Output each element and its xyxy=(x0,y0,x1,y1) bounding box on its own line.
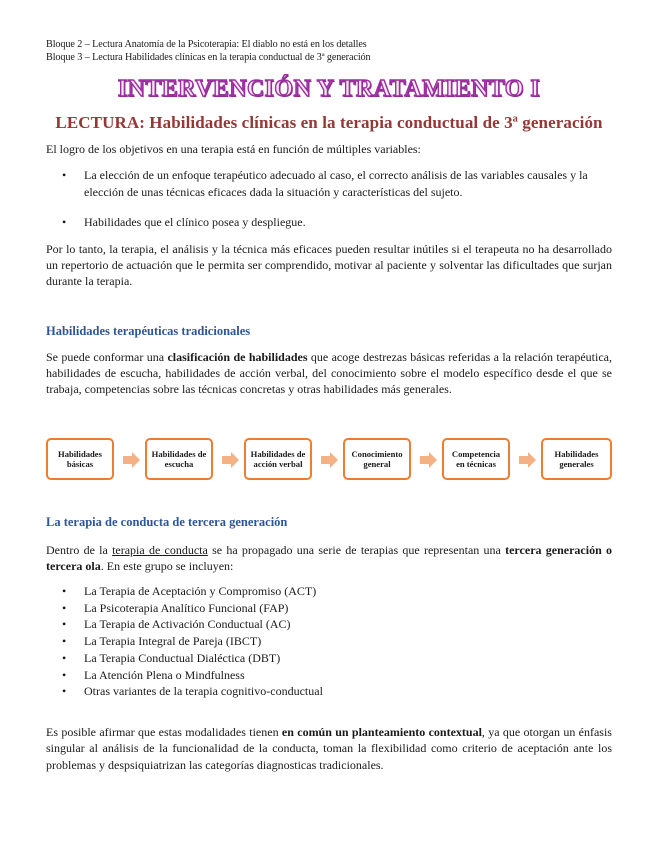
therefore-paragraph: Por lo tanto, la terapia, el análisis y la técnica más eficaces pueden resultar inútiles si el terapeuta no ha desarrollado un repertorio de actuación que le permita ser comprendido, motivar al paciente y solventar las dificultades que surjan durante la terapia. xyxy=(46,241,612,289)
list-item: • Habilidades que el clínico posea y despliegue. xyxy=(46,214,612,231)
flow-box: Habilidades de acción verbal xyxy=(244,438,312,480)
list-item: • La Terapia Integral de Pareja (IBCT) xyxy=(46,633,612,650)
flow-box: Conocimiento general xyxy=(343,438,411,480)
list-item: • La elección de un enfoque terapéutico adecuado al caso, el correcto análisis de las variables causales y la elección de unas técnicas eficaces dada la situación y características del sujeto. xyxy=(46,167,612,200)
classification-paragraph: Se puede conformar una clasificación de habilidades que acoge destrezas básicas referidas a la relación terapéutica, habilidades de escucha, habilidades de acción verbal, del conocimiento sobre el modelo específico desde el que se trabaja, competencias sobre las técnicas concretas y otras habilidades más generales. xyxy=(46,349,613,397)
intro-paragraph: El logro de los objetivos en una terapia está en función de múltiples variables: xyxy=(46,142,421,156)
bold-term: tercera generación o tercera ola xyxy=(46,543,613,574)
document-page xyxy=(46,38,613,772)
section-heading-third-generation: La terapia de conducta de tercera generación xyxy=(46,515,288,529)
variables-list xyxy=(46,167,612,231)
lecture-subtitle: LECTURA: Habilidades clínicas en la terapia conductual de 3ª generación xyxy=(55,113,603,132)
flow-box: Habilidades básicas xyxy=(46,438,114,480)
list-item: • La Psicoterapia Analítico Funcional (FAP) xyxy=(46,600,612,617)
bold-term: en común un planteamiento contextual xyxy=(281,725,482,739)
header-line-1: Bloque 2 – Lectura Anatomía de la Psicoterapia: El diablo no está en los detalles xyxy=(46,39,367,50)
section-heading-traditional: Habilidades terapéuticas tradicionales xyxy=(46,323,251,338)
conclusion-paragraph: Es posible afirmar que estas modalidades tienen en común un planteamiento contextual, ya que otorgan un énfasis singular al análisis de la funcionalidad de la conducta, toman la flexibilidad como criterio de aceptación ante los problemas y despsiquiatrizan las categorías diagnosticas tradicionales. xyxy=(46,725,612,772)
flow-box: Habilidades generales xyxy=(541,438,612,480)
flow-box: Habilidades de escucha xyxy=(145,438,213,480)
list-item: • La Terapia de Aceptación y Compromiso (ACT) xyxy=(46,583,612,600)
third-generation-paragraph: Dentro de la terapia de conducta se ha propagado una serie de terapias que representan una tercera generación o tercera ola. En este grupo se incluyen: xyxy=(46,543,613,574)
bold-term: clasificación de habilidades xyxy=(167,349,308,364)
list-item: • La Terapia de Activación Conductual (AC) xyxy=(46,616,612,633)
underlined-term: terapia de conducta xyxy=(112,543,208,557)
list-item: • La Terapia Conductual Dialéctica (DBT) xyxy=(46,650,612,667)
therapies-list xyxy=(46,583,612,700)
document-title: INTERVENCIÓN Y TRATAMIENTO I xyxy=(117,76,541,102)
flow-box: Competencia en técnicas xyxy=(442,438,510,480)
skills-flow-diagram xyxy=(46,438,612,484)
header-line-2: Bloque 3 – Lectura Habilidades clínicas en la terapia conductual de 3ª generación xyxy=(46,52,371,63)
list-item: • La Atención Plena o Mindfulness xyxy=(46,667,612,684)
list-item: • Otras variantes de la terapia cognitivo-conductual xyxy=(46,683,612,700)
